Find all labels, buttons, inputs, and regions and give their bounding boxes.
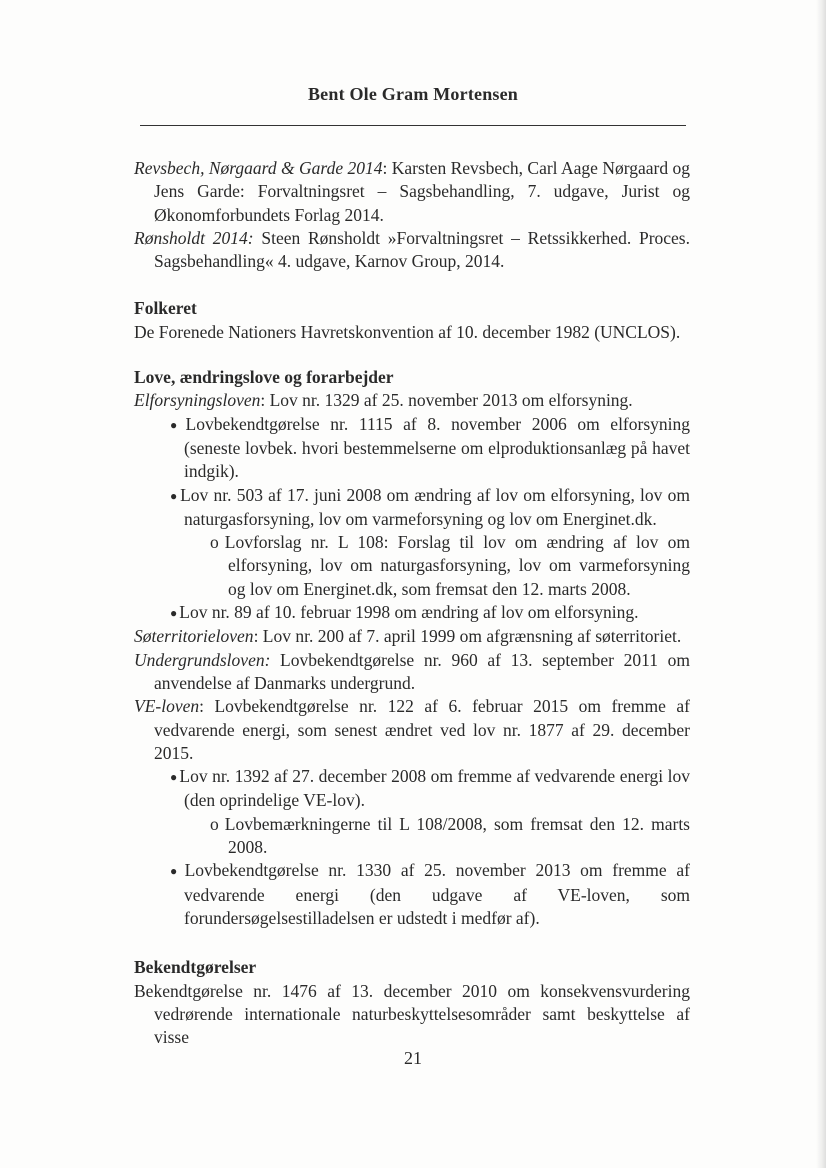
page-body: [134, 157, 690, 1049]
section-heading-bekendtgorelser: Bekendtgørelser: [134, 957, 257, 978]
bullet-icon: ●: [170, 770, 178, 785]
bullet-icon: ●: [170, 864, 183, 879]
entry-ve-loven: VE-loven: Lovbekendtgørelse nr. 122 af 6. februar 2015 om fremme af vedvarende energi, som senest ændret ved lov nr. 1877 af 29. december 2015.: [134, 696, 690, 763]
sub-bullet-icon: o: [210, 532, 219, 553]
law-name: Søterritorieloven: [134, 626, 254, 647]
citation-key: Revsbech, Nørgaard & Garde 2014: [134, 158, 383, 178]
bullet-icon: ●: [170, 417, 184, 432]
entry-elforsyningsloven: Elforsyningsloven: Lov nr. 1329 af 25. november 2013 om elforsyning.: [134, 390, 633, 411]
list-item: ● Lovbekendtgørelse nr. 1115 af 8. november 2006 om elforsyning (seneste lovbek. hvori bestemmelserne om elproduktionsanlæg på havet indgik).: [170, 413, 691, 482]
section-heading-love: Love, ændringslove og forarbejder: [134, 367, 394, 388]
entry-soterritorieloven: Søterritorieloven: Lov nr. 200 af 7. april 1999 om afgrænsning af søterritoriet.: [134, 626, 682, 647]
law-name: Elforsyningsloven: [134, 390, 261, 411]
bullet-icon: ●: [170, 606, 178, 621]
entry-unclos: De Forenede Nationers Havretskonvention af 10. december 1982 (UNCLOS).: [134, 321, 681, 342]
bullet-icon: ●: [170, 488, 179, 503]
citation-key: Rønsholdt 2014:: [134, 227, 254, 248]
entry-undergrundsloven: Undergrundsloven: Lovbekendtgørelse nr. 960 af 13. september 2011 om anvendelse af Danmarks undergrund.: [134, 649, 690, 693]
list-item: ● Lov nr. 89 af 10. februar 1998 om ændring af lov om elforsyning.: [170, 602, 639, 623]
sub-bullet-icon: o: [210, 813, 219, 834]
header-rule: [140, 125, 686, 126]
entry-bekendtgorelse-1476: Bekendtgørelse nr. 1476 af 13. december 2010 om konsekvensvurdering vedrørende internationale naturbeskyttelsesområder samt beskyttelse af visse: [134, 980, 690, 1048]
list-item: ● Lov nr. 1392 af 27. december 2008 om fremme af vedvarende energi lov (den oprindelige VE-lov).: [170, 766, 690, 811]
page-edge-shadow: [816, 0, 826, 1168]
sub-list-item: o Lovbemærkningerne til L 108/2008, som fremsat den 12. marts 2008.: [210, 813, 690, 858]
section-heading-folkeret: Folkeret: [134, 298, 197, 319]
list-item: ● Lovbekendtgørelse nr. 1330 af 25. november 2013 om fremme af vedvarende energi (den udgave af VE-loven, som forundersøgelsestilladelsen er udstedt i medfør af).: [170, 860, 690, 928]
literature-entry-ronsholdt: Rønsholdt 2014: Steen Rønsholdt »Forvaltningsret – Retssikkerhed. Proces. Sagsbehandling« 4. udgave, Karnov Group, 2014.: [134, 227, 690, 272]
sub-list-item: o Lovforslag nr. L 108: Forslag til lov om ændring af lov om elforsyning, lov om naturgasforsyning, lov om varmeforsyning og lov om Energinet.dk, som fremsat den 12. marts 2008.: [210, 532, 690, 599]
literature-entry-revsbech: Revsbech, Nørgaard & Garde 2014: Karsten Revsbech, Carl Aage Nørgaard og Jens Garde: Forvaltningsret – Sagsbehandling, 7. udgave, Jurist og Økonomforbundets Forlag 2014.: [134, 158, 690, 225]
running-header: Bent Ole Gram Mortensen: [307, 84, 519, 104]
list-item: ● Lov nr. 503 af 17. juni 2008 om ændring af lov om elforsyning, lov om naturgasforsyning, lov om varmeforsyning og lov om Energinet.dk.: [170, 484, 690, 529]
law-name: Undergrundsloven:: [134, 649, 271, 670]
page-number: 21: [404, 1048, 422, 1068]
law-name: VE-loven: [134, 696, 200, 717]
